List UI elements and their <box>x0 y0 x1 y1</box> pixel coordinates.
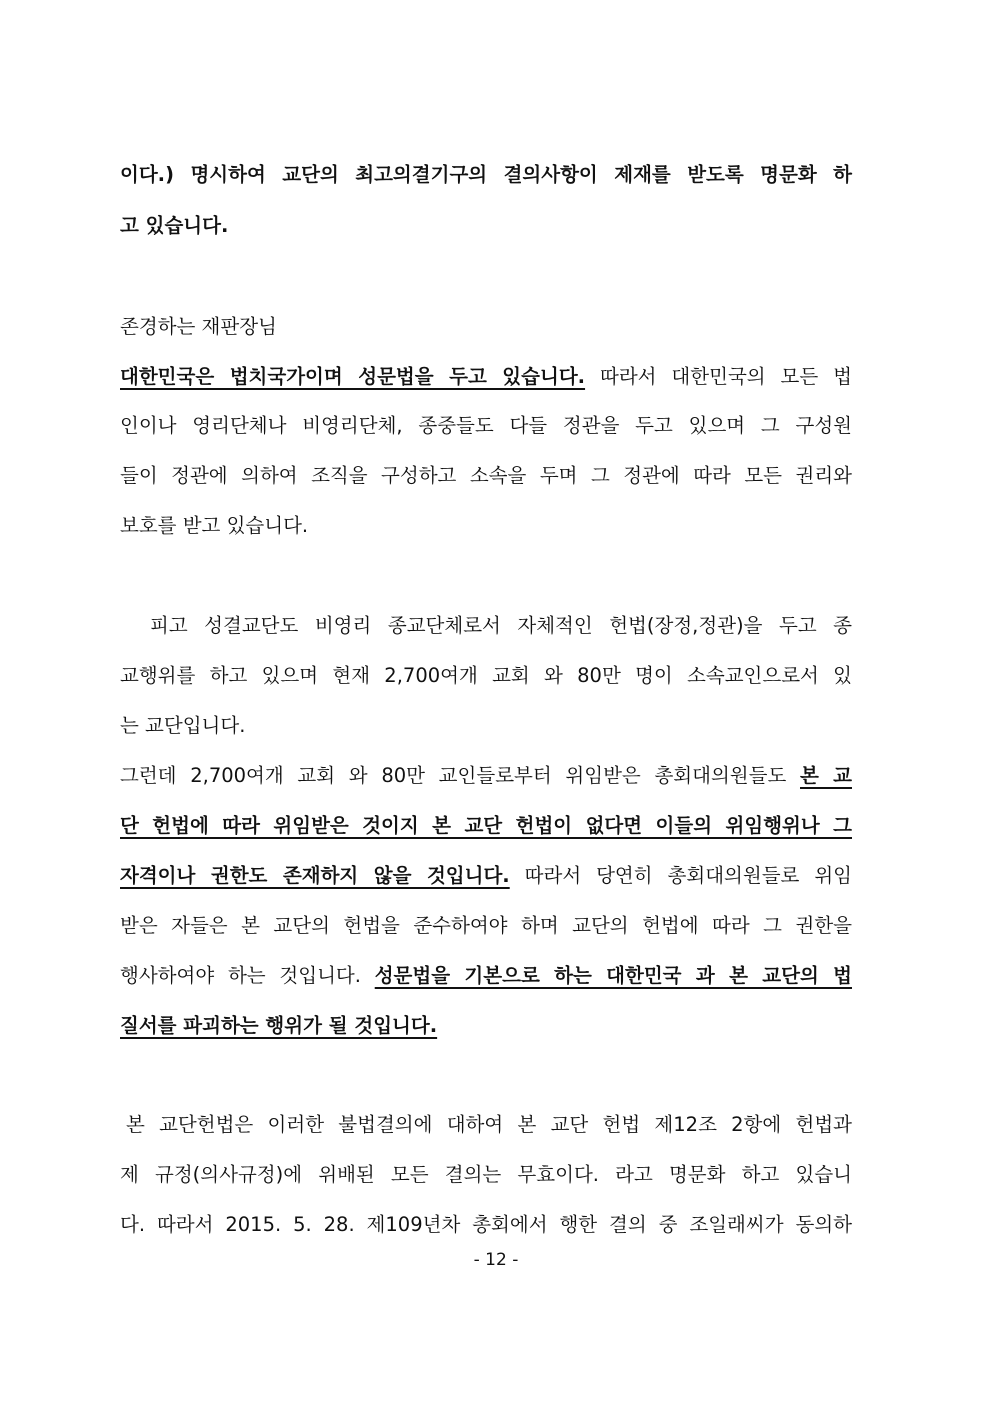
page-number: - 12 - <box>473 1250 519 1270</box>
text-line <box>120 211 852 241</box>
text-segment: 교행위를 하고 있으며 현재 2,700여개 교회 와 80만 명이 소속교인으로서 있 <box>120 664 852 687</box>
text-segment: 는 교단입니다. <box>120 714 246 737</box>
text-line <box>120 461 852 491</box>
text-segment: 따라서 대한민국의 모든 법 <box>585 365 852 388</box>
text-line <box>120 511 852 541</box>
text-line <box>120 661 852 691</box>
text-line <box>120 411 852 441</box>
text-segment: 들이 정관에 의하여 조직을 구성하고 소속을 두며 그 정관에 따라 모든 권리와 <box>120 464 852 487</box>
text-segment: 본 교 <box>800 764 852 787</box>
text-segment: 질서를 파괴하는 행위가 될 것입니다. <box>120 1014 438 1037</box>
text-segment: 인이나 영리단체나 비영리단체, 종중들도 다들 정관을 두고 있으며 그 구성원 <box>120 414 852 437</box>
text-line <box>120 861 852 891</box>
text-segment: 본 교단헌법은 이러한 불법결의에 대하여 본 교단 헌법 제12조 2항에 헌법과 <box>126 1113 852 1136</box>
text-segment: 받은 자들은 본 교단의 헌법을 준수하여야 하며 교단의 헌법에 따라 그 권한을 <box>120 914 852 937</box>
text-segment: 다. 따라서 2015. 5. 28. 제109년차 총회에서 행한 결의 중 조일래씨가 동의하 <box>120 1213 852 1236</box>
text-line <box>126 1110 852 1140</box>
text-segment: 제 규정(의사규정)에 위배된 모든 결의는 무효이다. 라고 명문화 하고 있습니 <box>120 1163 852 1186</box>
text-line <box>120 911 852 941</box>
text-segment: 대한민국은 법치국가이며 성문법을 두고 있습니다. <box>120 365 586 388</box>
text-line <box>120 811 852 841</box>
text-line <box>120 312 852 342</box>
text-line <box>120 761 852 791</box>
text-segment: 그런데 2,700여개 교회 와 80만 교인들로부터 위임받은 총회대의원들도 <box>120 764 801 787</box>
text-segment: 보호를 받고 있습니다. <box>120 514 309 537</box>
text-line <box>150 611 852 641</box>
text-line <box>120 1011 852 1041</box>
text-line <box>120 961 852 991</box>
text-segment: 존경하는 재판장님 <box>120 315 277 338</box>
text-segment: 성문법을 기본으로 하는 대한민국 과 본 교단의 법 <box>374 964 852 987</box>
text-segment: 단 헌법에 따라 위임받은 것이지 본 교단 헌법이 없다면 이들의 위임행위나 그 <box>120 814 852 837</box>
text-segment: 행사하여야 하는 것입니다. <box>120 964 375 987</box>
text-line <box>120 1160 852 1190</box>
text-line <box>120 1210 852 1240</box>
text-line <box>120 362 852 392</box>
text-segment: 고 있습니다. <box>120 214 229 237</box>
text-segment: 이다.) 명시하여 교단의 최고의결기구의 결의사항이 제재를 받도록 명문화 하 <box>120 163 852 186</box>
text-line <box>120 160 852 190</box>
text-segment: 따라서 당연히 총회대의원들로 위임 <box>509 864 852 887</box>
text-segment: 피고 성결교단도 비영리 종교단체로서 자체적인 헌법(장정,정관)을 두고 종 <box>150 614 852 637</box>
text-line <box>120 711 852 741</box>
text-segment: 자격이나 권한도 존재하지 않을 것입니다. <box>120 864 510 887</box>
